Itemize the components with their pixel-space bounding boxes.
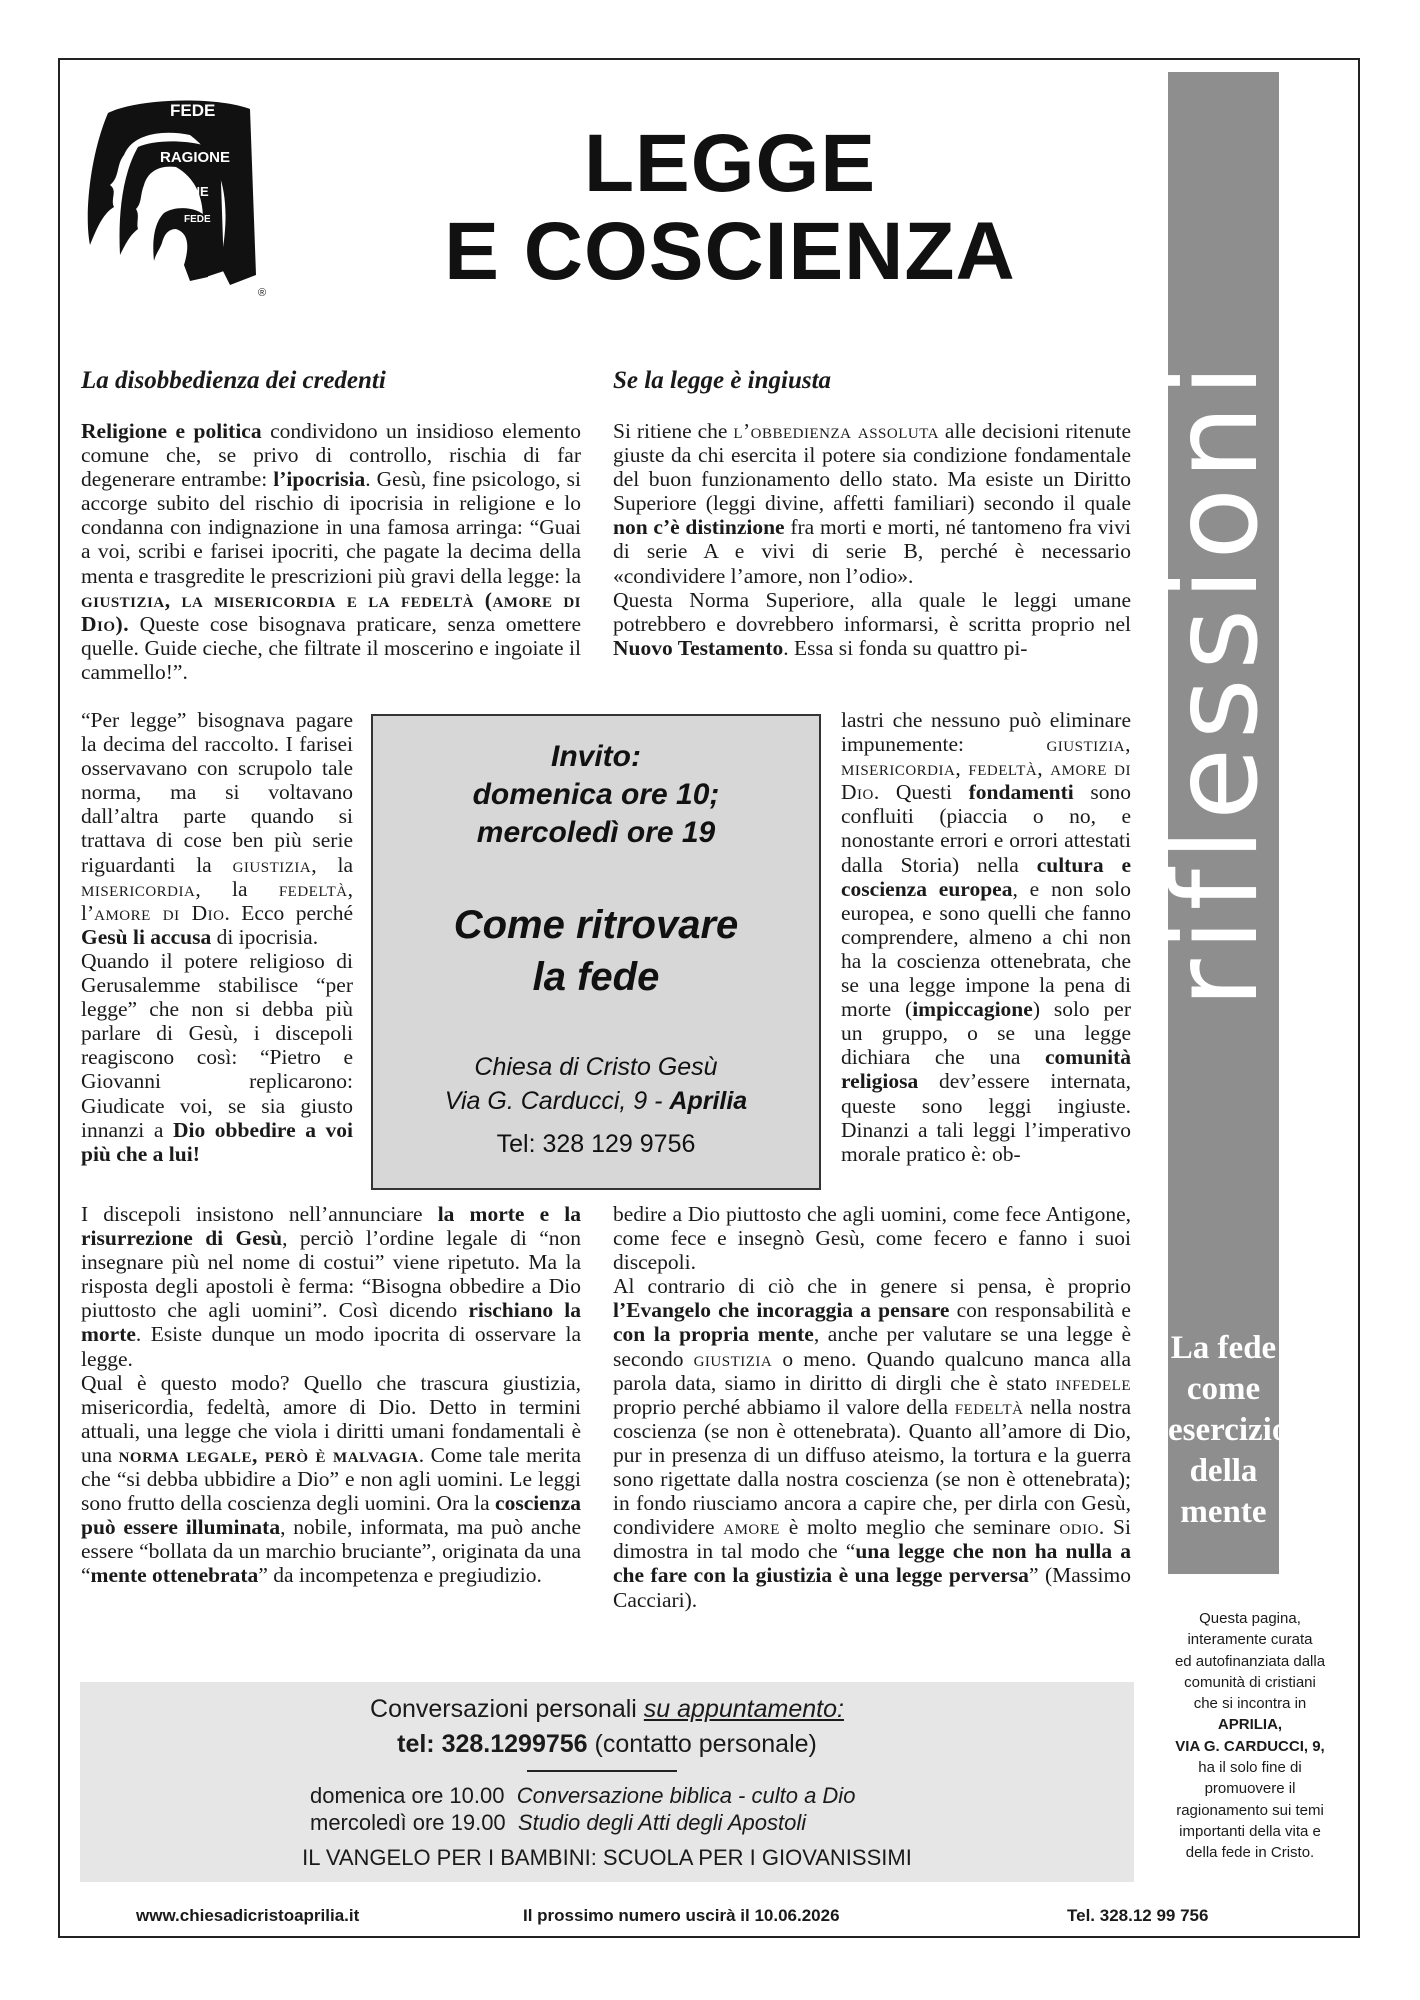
invite-street: Via G. Carducci, 9 -: [444, 1087, 670, 1115]
note-line: ha il solo fine di: [1198, 1759, 1302, 1777]
smallcaps-word: infedele: [1055, 1370, 1131, 1395]
right-paragraph-1: [613, 419, 1131, 588]
right-column-bottom: [613, 1202, 1131, 1612]
bold-phrase: coscienza può essere illuminata: [81, 1491, 581, 1540]
motto-line: come: [1186, 1371, 1261, 1407]
bold-phrase: impiccagione: [912, 997, 1033, 1022]
kids-program: IL VANGELO PER I BAMBINI: SCUOLA PER I GIOVANISSIMI: [302, 1845, 912, 1870]
smallcaps-word: odio: [1059, 1515, 1099, 1540]
note-line: ed autofinanziata dalla: [1174, 1652, 1326, 1670]
appointment-line: [80, 1695, 1134, 1724]
right-column-narrow: [841, 708, 1131, 1166]
invite-label: Invito:: [551, 740, 641, 773]
text-run: lastri che nessuno può eliminare impunemente:: [841, 708, 1131, 757]
divider: [527, 1770, 677, 1772]
bold-phrase: Nuovo Testamento: [613, 635, 784, 660]
schedule-time: domenica ore 10.00: [310, 1783, 505, 1808]
bold-phrase: comunità religiosa: [841, 1045, 1131, 1094]
smallcaps-word: giustizia: [232, 852, 312, 877]
logo-label-fede: FEDE: [170, 101, 216, 120]
text-run: ) solo per un gruppo, o se una legge dichiara che una: [841, 997, 1132, 1070]
note-line: comunità di cristiani: [1184, 1673, 1316, 1691]
text-run: , la: [311, 852, 353, 877]
text-run: Al contrario di ciò che in genere si pensa, è proprio: [613, 1274, 1131, 1299]
note-line: ragionamento sui temi: [1176, 1801, 1324, 1819]
invite-city: Aprilia: [669, 1087, 748, 1115]
text-run: o meno. Quando qualcuno manca alla parola data, siamo in diritto di dirgli che è stato: [613, 1346, 1131, 1395]
contact-box: [80, 1682, 1134, 1882]
text-run: Questa Norma Superiore, alla quale le leggi umane potrebbero e dovrebbero informarsi, è scritta proprio nel: [613, 587, 1131, 636]
sidebar-motto: [1168, 1328, 1289, 1533]
text-run: sono confluiti (piaccia o no, e nonostante errori e orrori attestati dalla Storia) nella: [841, 780, 1131, 877]
title-line-2: E COSCIENZA: [444, 206, 1016, 297]
footer-next-issue: Il prossimo numero uscirà il 10.06.2026: [523, 1906, 840, 1925]
text-run: Quando il potere religioso di Gerusalemme stabilisce “per legge” che non si debba più parlare di Gesù, i discepoli reagiscono così: “Pietro e Giovanni replicarono: Giudicate voi, se sia giusto innanzi a: [81, 948, 353, 1142]
left-column-narrow: [81, 708, 353, 1166]
invite-schedule: [373, 738, 819, 852]
note-line: che si incontra in: [1193, 1695, 1307, 1713]
publisher-note: [1160, 1608, 1340, 1864]
text-run: . Questi: [873, 780, 969, 805]
bold-phrase: l’Evangelo che incoraggia a pensare: [613, 1298, 950, 1323]
invite-wednesday: mercoledì ore 19: [476, 816, 716, 849]
text-run: . Gesù, fine psicologo, si accorge subito del rischio di ipocrisia in religione e lo condanna con indignazione in una famosa arringa: “Guai a voi, scribi e farisei ipocriti, che pagate la decima della menta e trasgredite le prescrizioni più gravi della legge: la: [81, 467, 581, 588]
sidebar-vertical-title: riflessioni: [1146, 356, 1284, 1008]
invite-title: [373, 899, 819, 1003]
right-column-top: [613, 419, 1131, 660]
text-run: Si ritiene che: [613, 419, 734, 443]
logo: [80, 95, 280, 305]
text-run: , anche per valutare se una legge è secondo: [613, 1322, 1132, 1371]
contact-phone-line: [80, 1730, 1134, 1759]
text-run: , perciò l’ordine legale di “non insegnare più nel nome di costui” viene ripetuto. Ma la risposta degli apostoli è ferma: “Bisogna obbedire a Dio piuttosto che agli uomini”. Così dicendo: [81, 1226, 581, 1323]
bold-phrase: mente ottenebrata: [90, 1563, 259, 1588]
bold-phrase: con la propria mente: [613, 1322, 814, 1347]
text-run: ” (Massimo Cacciari).: [613, 1563, 1131, 1612]
invite-title-line-2: la fede: [532, 955, 660, 999]
text-run: fra morti e morti, né tantomeno fra vivi di serie A e vivi di serie B, perché è necessario «condividere l’amore, non l’odio».: [613, 515, 1131, 588]
smallcaps-word: amore: [723, 1515, 780, 1540]
text-run: . Esiste dunque un modo ipocrita di osservare la legge.: [81, 1322, 581, 1371]
right-paragraph-2-end: [613, 1202, 1131, 1274]
appointment-emphasis: su appuntamento:: [643, 1695, 844, 1723]
right-paragraph-2: [613, 588, 1131, 660]
schedule-wednesday: [310, 1810, 806, 1836]
bold-phrase: fondamenti: [968, 780, 1074, 805]
text-run: , e non solo europea, e sono quelli che fanno comprendere, almeno a chi non ha la coscienza ottenebrata, che se una legge impone la pena di morte (: [841, 876, 1131, 1022]
text-run: bedire a Dio piuttosto che agli uomini, come fece Antigone, come fece e insegnò Gesù, come fecero e fanno i suoi discepoli.: [613, 1202, 1131, 1275]
bold-phrase: una legge che non ha nulla a che fare con la giustizia è una legge perversa: [613, 1539, 1131, 1588]
schedule-sunday: [310, 1783, 855, 1809]
left-paragraph-4: [81, 1202, 581, 1371]
left-paragraph-1: [81, 419, 581, 684]
bold-phrase: l’ipocrisia: [273, 467, 366, 492]
motto-line: esercizio: [1168, 1412, 1289, 1448]
right-column-heading: Se la legge è ingiusta: [613, 367, 832, 394]
note-line-city: APRILIA,: [1217, 1716, 1283, 1734]
left-column-bottom: [81, 1202, 581, 1588]
note-line: promuovere il: [1204, 1780, 1296, 1798]
appointment-text: Conversazioni personali: [370, 1695, 644, 1723]
note-line: interamente curata: [1187, 1631, 1313, 1649]
motto-line: mente: [1180, 1494, 1267, 1530]
note-line: della fede in Cristo.: [1185, 1844, 1315, 1862]
text-run: . Si dimostra in tal modo che “: [613, 1515, 1131, 1564]
note-line: Questa pagina,: [1199, 1610, 1301, 1627]
schedule-time: mercoledì ore 19.00: [310, 1810, 506, 1835]
logo-profiles-graphic: [80, 95, 280, 305]
smallcaps-phrase: l’obbedienza assoluta: [733, 419, 940, 443]
right-paragraph-3: [613, 1274, 1131, 1611]
invite-location: [373, 1050, 819, 1118]
bold-phrase: rischiano la morte: [81, 1298, 581, 1347]
title-line-1: LEGGE: [583, 118, 877, 209]
text-run: di ipocrisia.: [211, 924, 319, 949]
text-run: , l’: [81, 876, 353, 925]
left-paragraph-5: [81, 1371, 581, 1588]
invite-box: [371, 714, 821, 1190]
schedule-desc: Studio degli Atti degli Apostoli: [517, 1810, 807, 1835]
smallcaps-word: fedeltà: [278, 876, 348, 901]
text-run: , la: [195, 876, 279, 901]
left-paragraph-3: [81, 949, 353, 1166]
invite-church-name: Chiesa di Cristo Gesù: [474, 1053, 718, 1081]
bold-phrase: non c’è distinzione: [613, 515, 785, 540]
text-run: Qual è questo modo? Quello che trascura giustizia, misericordia, fedeltà, amore di Dio. Detto in termini attuali, una legge che viola i diritti umani fondamentali è una: [81, 1370, 581, 1467]
text-run: è molto meglio che seminare: [779, 1515, 1060, 1540]
text-run: condividono un insidioso elemento comune che, se privo di controllo, rischia di far degenerare entrambe:: [81, 419, 581, 492]
note-line-street: VIA G. CARDUCCI, 9,: [1175, 1737, 1325, 1755]
bold-phrase: cultura e coscienza europea: [841, 852, 1131, 901]
invite-title-line-1: Come ritrovare: [453, 903, 739, 947]
left-paragraph-2: [81, 708, 353, 949]
note-line: importanti della vita e: [1179, 1822, 1321, 1840]
bold-phrase: Dio obbedire a voi più che a lui!: [81, 1117, 353, 1166]
bold-phrase: Religione e politica: [81, 419, 262, 443]
page-title: [380, 120, 1080, 296]
smallcaps-word: giustizia: [693, 1346, 773, 1371]
logo-label-ragione: RAGIONE: [160, 149, 231, 166]
bold-smallcaps-phrase: norma legale, però è malvagia: [118, 1442, 419, 1467]
text-run: proprio perché abbiamo il valore della: [613, 1394, 955, 1419]
smallcaps-phrase: giustizia, misericordia, fedeltà, amore di Dio: [841, 732, 1131, 805]
motto-line: della: [1189, 1453, 1258, 1489]
right-paragraph-2-continued: [841, 708, 1131, 1166]
smallcaps-word: misericordia: [81, 876, 196, 901]
text-run: ” da incompetenza e pregiudizio.: [258, 1563, 542, 1588]
text-run: “Per legge” bisognava pagare la decima del raccolto. I farisei osservavano con scrupolo tale norma, ma si voltavano dall’altra parte quando si trattava di cose ben più serie riguardanti la: [81, 708, 353, 877]
footer-website[interactable]: www.chiesadicristoaprilia.it: [136, 1906, 360, 1925]
bold-smallcaps-phrase: giustizia, la misericordia e la fedeltà (amore di Dio).: [81, 587, 581, 636]
smallcaps-word: fedeltà: [954, 1394, 1024, 1419]
text-run: I discepoli insistono nell’annunciare: [81, 1202, 438, 1226]
left-column-top: [81, 419, 581, 684]
text-run: Queste cose bisognava praticare, senza omettere quelle. Guide cieche, che filtrate il moscerino e ingoiate il cammello!”.: [81, 611, 581, 684]
text-run: , nobile, informata, ma può anche essere “bollata da un marchio bruciante”, originata da una “: [81, 1515, 581, 1588]
logo-label-fede-small: FEDE: [184, 214, 211, 225]
text-run: . Ecco perché: [224, 900, 353, 925]
left-column-heading: La disobbedienza dei credenti: [81, 367, 386, 394]
text-run: . Come tale merita che “si debba ubbidire a Dio” e non agli uomini. Le leggi sono frutto della coscienza degli uomini. Ora la: [81, 1442, 581, 1516]
bold-phrase: Gesù li accusa: [81, 924, 212, 949]
contact-phone-note: (contatto personale): [587, 1730, 817, 1758]
schedule-desc: Conversazione biblica - culto a Dio: [516, 1783, 856, 1808]
text-run: . Essa si fonda su quattro pi-: [783, 635, 1028, 660]
invite-sunday: domenica ore 10;: [472, 778, 720, 811]
bold-phrase: la morte e la risurrezione di Gesù: [81, 1202, 581, 1251]
smallcaps-word: amore di Dio: [94, 900, 225, 925]
invite-address: [373, 1084, 819, 1118]
text-run: nella nostra coscienza (se non è ottenebrata). Quanto all’amore di Dio, pur in presenza di un diffuso ateismo, la tortura e la guerra sono rigettate dalla nostra coscienza (se non è ottenebrata); in fondo riusciamo ancora a capire che, per dirla con Gesù, condividere: [613, 1394, 1132, 1540]
text-run: con responsabilità e: [949, 1298, 1131, 1323]
motto-line: La fede: [1170, 1330, 1277, 1366]
invite-phone: Tel: 328 129 9756: [496, 1130, 696, 1158]
registered-mark: ®: [258, 287, 267, 299]
logo-label-ragione-small: RAGIONE: [148, 184, 209, 199]
contact-phone: tel: 328.1299756: [397, 1730, 588, 1758]
text-run: alle decisioni ritenute giuste da chi esercita il potere sia condizione fondamentale del buon funzionamento dello stato. Ma esiste un Diritto Superiore (leggi divine, affetti familiari) secondo il quale: [613, 419, 1131, 516]
text-run: dev’essere internata, queste sono leggi ingiuste. Dinanzi a tali leggi l’imperativo morale pratico è: ob-: [841, 1069, 1131, 1166]
footer-phone: Tel. 328.12 99 756: [1067, 1906, 1209, 1925]
